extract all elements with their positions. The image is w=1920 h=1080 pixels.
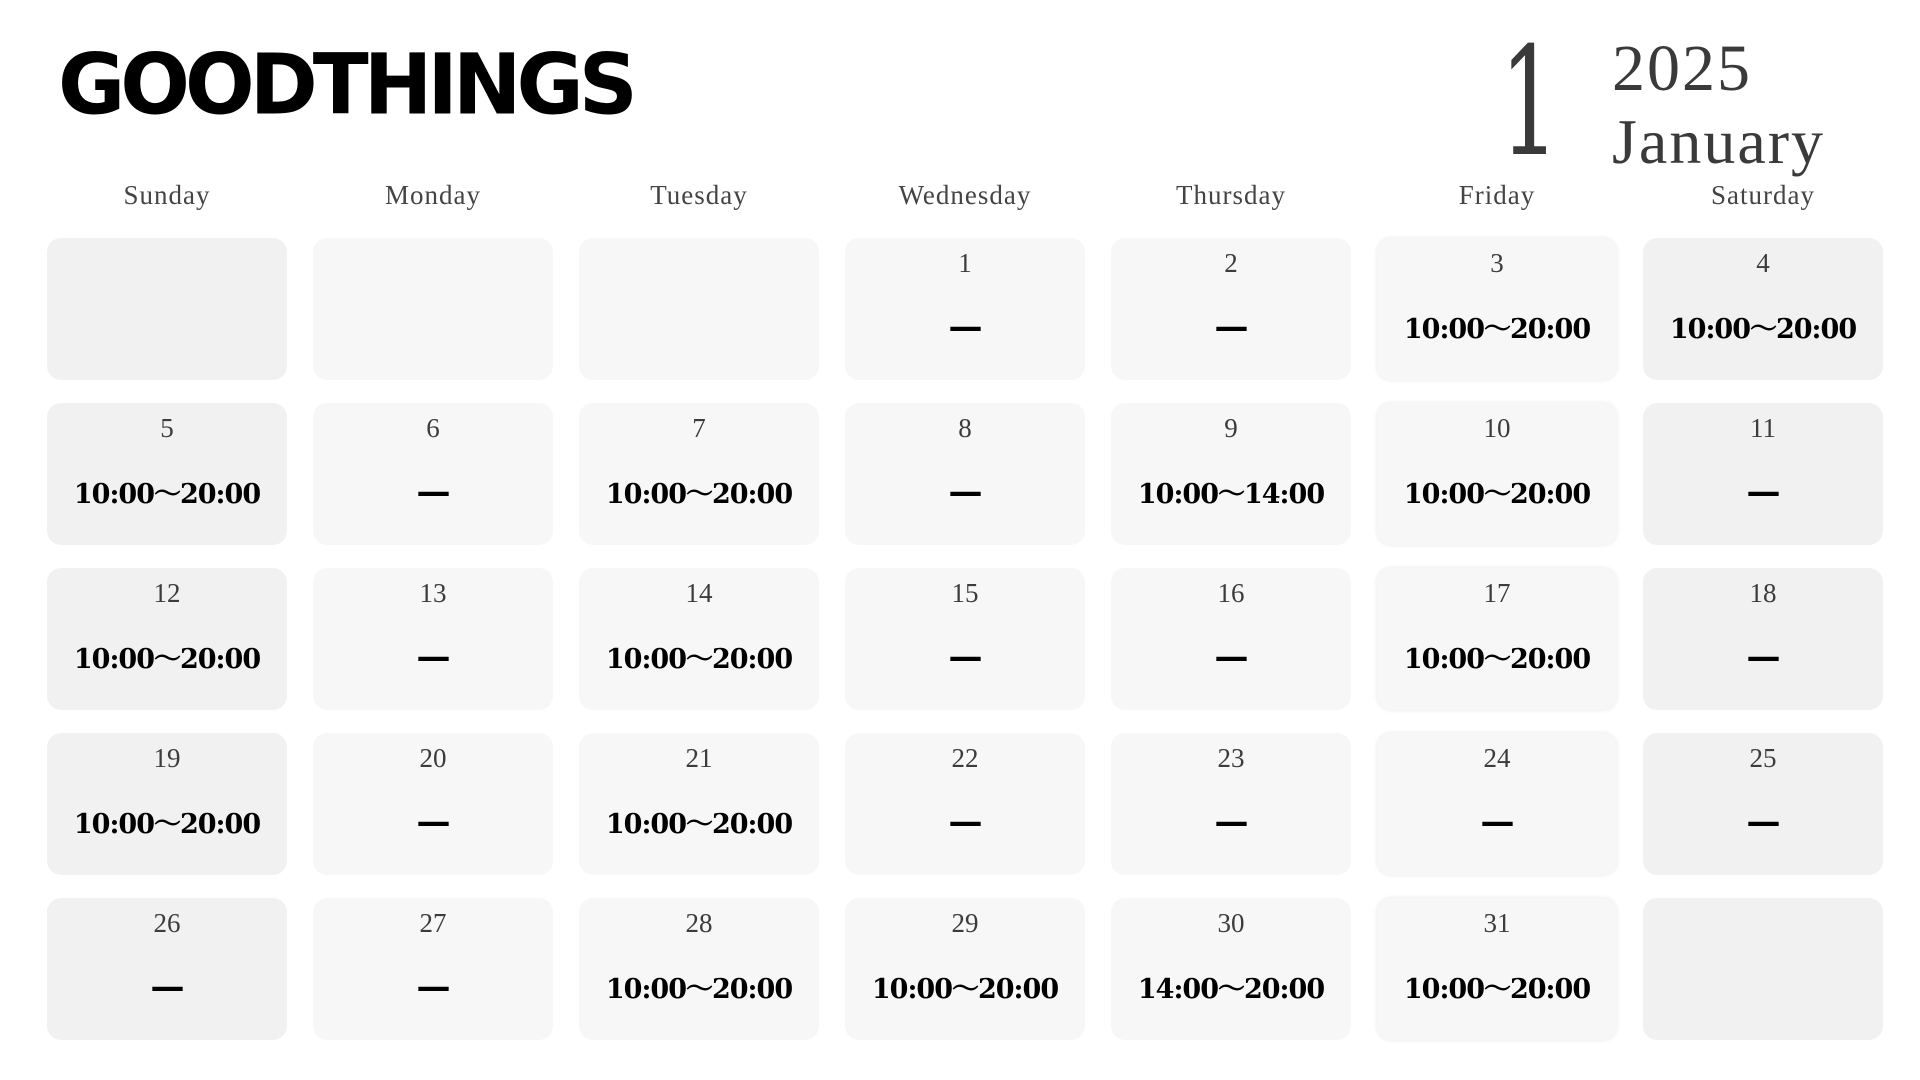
calendar-day-cell	[1111, 898, 1351, 1040]
day-number: 17	[1483, 578, 1511, 608]
opening-hours: —	[1480, 802, 1514, 842]
day-number: 29	[951, 908, 979, 938]
month-number: 1	[1500, 16, 1560, 190]
calendar-day-cell	[579, 898, 819, 1040]
calendar-day-cell	[845, 733, 1085, 875]
opening-hours: 10:00〜20:00	[605, 479, 793, 510]
calendar-day-cell	[1377, 898, 1617, 1040]
calendar-day-cell	[579, 403, 819, 545]
day-number: 30	[1217, 908, 1245, 938]
weekday-friday: Friday	[1458, 180, 1536, 210]
calendar-day-cell	[1377, 403, 1617, 545]
day-number: 22	[951, 743, 979, 773]
day-number: 7	[692, 413, 706, 443]
weekday-tuesday: Tuesday	[650, 180, 748, 210]
opening-hours: 10:00〜20:00	[1403, 479, 1591, 510]
opening-hours: 10:00〜20:00	[1669, 314, 1857, 345]
brand-logo: GOODTHINGS	[58, 36, 633, 134]
day-number: 14	[685, 578, 713, 608]
calendar-day-cell	[1377, 568, 1617, 710]
opening-hours: 10:00〜20:00	[1403, 974, 1591, 1005]
day-number: 24	[1483, 743, 1511, 773]
day-number: 16	[1217, 578, 1245, 608]
day-number: 11	[1750, 413, 1776, 443]
opening-hours: —	[1214, 307, 1248, 347]
calendar-day-cell	[1643, 898, 1883, 1040]
calendar-day-cell	[1111, 733, 1351, 875]
year-label: 2025	[1612, 32, 1752, 105]
opening-hours: —	[416, 967, 450, 1007]
opening-hours: —	[948, 637, 982, 677]
day-number: 31	[1483, 908, 1511, 938]
calendar-day-cell	[47, 568, 287, 710]
calendar-day-cell	[579, 733, 819, 875]
opening-hours: 10:00〜14:00	[1137, 479, 1325, 510]
day-number: 4	[1756, 248, 1770, 278]
opening-hours: 10:00〜20:00	[605, 974, 793, 1005]
calendar-day-cell	[579, 568, 819, 710]
month-name: January	[1612, 106, 1826, 177]
opening-hours: —	[1746, 637, 1780, 677]
day-number: 12	[153, 578, 181, 608]
opening-hours: 14:00〜20:00	[1137, 974, 1325, 1005]
weekday-monday: Monday	[385, 180, 481, 210]
calendar-day-cell	[47, 733, 287, 875]
day-number: 3	[1490, 248, 1504, 278]
calendar-day-cell	[1111, 403, 1351, 545]
opening-hours: 10:00〜20:00	[605, 644, 793, 675]
day-number: 15	[951, 578, 979, 608]
opening-hours: 10:00〜20:00	[605, 809, 793, 840]
calendar-day-cell	[1377, 733, 1617, 875]
calendar-day-cell	[1643, 238, 1883, 380]
day-number: 5	[160, 413, 174, 443]
opening-hours: 10:00〜20:00	[871, 974, 1059, 1005]
day-number: 18	[1749, 578, 1777, 608]
calendar-day-cell	[845, 403, 1085, 545]
calendar-day-cell	[313, 568, 553, 710]
day-number: 2	[1224, 248, 1238, 278]
calendar-day-cell	[1643, 403, 1883, 545]
calendar-day-cell	[845, 568, 1085, 710]
opening-hours: —	[416, 472, 450, 512]
calendar-day-cell	[313, 403, 553, 545]
opening-hours: —	[1214, 637, 1248, 677]
calendar-grid	[47, 238, 1883, 1040]
day-number: 8	[958, 413, 972, 443]
opening-hours: 10:00〜20:00	[73, 809, 261, 840]
day-number: 21	[685, 743, 713, 773]
calendar-day-cell	[313, 733, 553, 875]
day-number: 20	[419, 743, 447, 773]
day-number: 26	[153, 908, 181, 938]
weekday-saturday: Saturday	[1711, 180, 1815, 210]
opening-hours: 10:00〜20:00	[1403, 314, 1591, 345]
calendar-day-cell	[1643, 733, 1883, 875]
weekday-thursday: Thursday	[1176, 180, 1286, 210]
calendar-day-cell	[1111, 568, 1351, 710]
opening-hours: —	[150, 967, 184, 1007]
calendar-day-cell	[313, 238, 553, 380]
weekday-sunday: Sunday	[123, 180, 211, 210]
opening-hours: 10:00〜20:00	[73, 644, 261, 675]
day-number: 1	[958, 248, 972, 278]
calendar-day-cell	[1643, 568, 1883, 710]
calendar-day-cell	[845, 898, 1085, 1040]
weekday-header-row	[47, 180, 1883, 211]
opening-hours: —	[1214, 802, 1248, 842]
opening-hours: —	[948, 472, 982, 512]
calendar-day-cell	[1111, 238, 1351, 380]
calendar-day-cell	[579, 238, 819, 380]
opening-hours: —	[1746, 802, 1780, 842]
opening-hours: —	[416, 802, 450, 842]
calendar-day-cell	[1377, 238, 1617, 380]
calendar-day-cell	[47, 898, 287, 1040]
calendar-day-cell	[47, 403, 287, 545]
day-number: 6	[426, 413, 440, 443]
day-number: 27	[419, 908, 447, 938]
day-number: 23	[1217, 743, 1245, 773]
opening-hours: —	[948, 307, 982, 347]
calendar-day-cell	[845, 238, 1085, 380]
opening-hours: 10:00〜20:00	[73, 479, 261, 510]
opening-hours: 10:00〜20:00	[1403, 644, 1591, 675]
day-number: 25	[1749, 743, 1777, 773]
opening-hours: —	[1746, 472, 1780, 512]
weekday-wednesday: Wednesday	[898, 180, 1032, 210]
day-number: 28	[685, 908, 713, 938]
opening-hours: —	[948, 802, 982, 842]
day-number: 10	[1483, 413, 1511, 443]
calendar-day-cell	[313, 898, 553, 1040]
opening-hours: —	[416, 637, 450, 677]
calendar-day-cell	[47, 238, 287, 380]
day-number: 19	[153, 743, 181, 773]
day-number: 9	[1224, 413, 1238, 443]
day-number: 13	[419, 578, 447, 608]
